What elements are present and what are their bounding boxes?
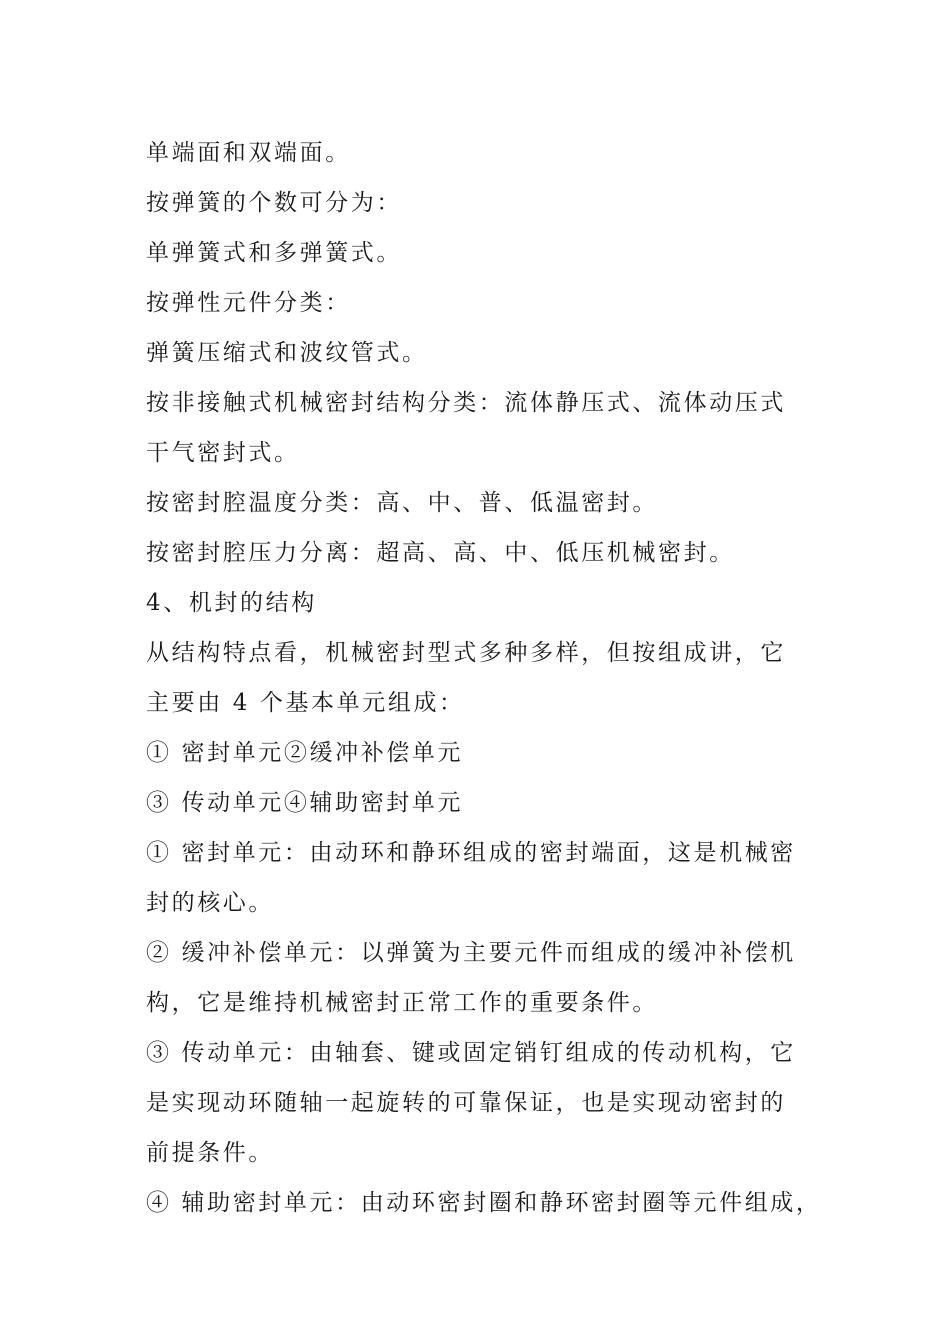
text-line: 从结构特点看，机械密封型式多种多样，但按组成讲，它 (146, 640, 786, 666)
text-line: ② 缓冲补偿单元：以弹簧为主要元件而组成的缓冲补偿机 (146, 940, 796, 966)
text-line: 按密封腔温度分类：高、中、普、低温密封。 (146, 490, 658, 516)
document-body (146, 128, 822, 1228)
text-line: 封的核心。 (146, 890, 274, 916)
text-line: 构，它是维持机械密封正常工作的重要条件。 (146, 990, 658, 1016)
text-line: 前提条件。 (146, 1140, 274, 1166)
text-line: 单端面和双端面。 (146, 140, 351, 166)
section-heading: 4、机封的结构 (146, 590, 317, 616)
text-line: 按密封腔压力分离：超高、高、中、低压机械密封。 (146, 540, 735, 566)
text-line: ③ 传动单元：由轴套、键或固定销钉组成的传动机构，它 (146, 1040, 796, 1066)
text-line: 单弹簧式和多弹簧式。 (146, 240, 402, 266)
text-line: 按弹性元件分类： (146, 290, 351, 316)
text-line: 干气密封式。 (146, 440, 300, 466)
text-line: 主要由 4 个基本单元组成： (146, 690, 465, 716)
text-line: ① 密封单元：由动环和静环组成的密封端面，这是机械密 (146, 840, 796, 866)
text-line: ① 密封单元②缓冲补偿单元 (146, 740, 464, 766)
text-line: 按非接触式机械密封结构分类：流体静压式、流体动压式 (146, 390, 786, 416)
text-line: 弹簧压缩式和波纹管式。 (146, 340, 428, 366)
text-line: 按弹簧的个数可分为： (146, 190, 402, 216)
text-line: ④ 辅助密封单元：由动环密封圈和静环密封圈等元件组成， (146, 1190, 822, 1216)
text-line: 是实现动环随轴一起旋转的可靠保证，也是实现动密封的 (146, 1090, 786, 1116)
text-line: ③ 传动单元④辅助密封单元 (146, 790, 464, 816)
